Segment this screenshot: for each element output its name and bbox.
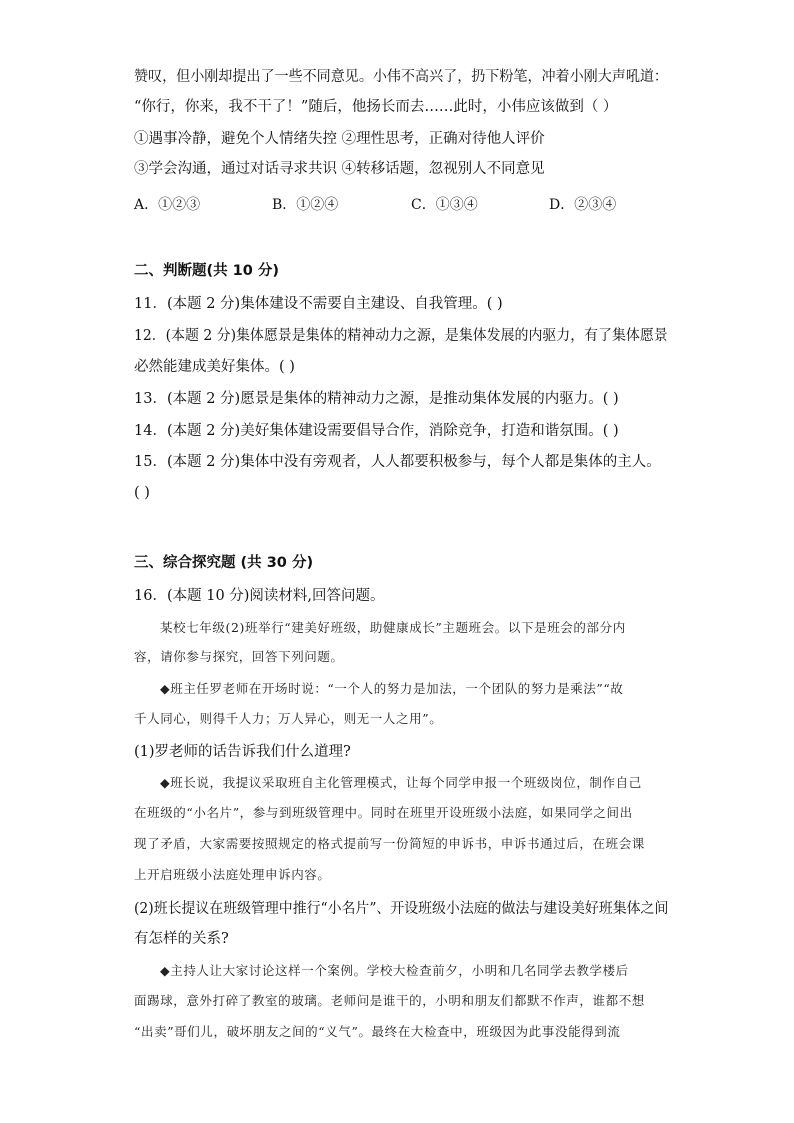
sub-question-2-line-1: (2)班长提议在班级管理中推行“小名片”、开设班级小法庭的做法与建设美好班集体之间 bbox=[134, 901, 669, 917]
question-16: 16．(本题 10 分)阅读材料,回答问题。 bbox=[134, 588, 385, 604]
q10-options-row-1: ①遇事冷静，避免个人情绪失控 ②理性思考，正确对待他人评价 bbox=[134, 131, 545, 147]
sub-question-1: (1)罗老师的话告诉我们什么道理? bbox=[134, 744, 351, 760]
sub-question-2-line-2: 有怎样的关系? bbox=[134, 931, 229, 947]
q10-line-1: 赞叹，但小刚却提出了一些不同意见。小伟不高兴了，扔下粉笔，冲着小刚大声吼道： bbox=[134, 69, 668, 85]
material-3-line-2: 在班级的“小名片”，参与到班级管理中。同时在班里开设班级小法庭，如果同学之间出 bbox=[134, 805, 633, 820]
choice-b: B．①②④ bbox=[272, 197, 339, 213]
question-13: 13．(本题 2 分)愿景是集体的精神动力之源，是推动集体发展的内驱力。( ) bbox=[134, 391, 619, 407]
question-12-line-2: 必然能建成美好集体。( ) bbox=[134, 359, 295, 375]
question-15-line-2: ( ) bbox=[134, 485, 150, 501]
material-3-line-3: 现了矛盾，大家需要按照规定的格式提前写一份简短的申诉书，申诉书通过后，在班会课 bbox=[134, 836, 645, 851]
material-3-line-1: ◆班长说，我提议采取班自主化管理模式，让每个同学申报一个班级岗位，制作自己 bbox=[160, 775, 642, 790]
choice-c: C．①③④ bbox=[411, 197, 478, 213]
material-1-line-1: 某校七年级(2)班举行“建美好班级，助健康成长”主题班会。以下是班会的部分内 bbox=[160, 620, 626, 635]
section-2-heading: 二、判断题(共 10 分) bbox=[134, 263, 280, 279]
material-2-line-1: ◆班主任罗老师在开场时说：“一个人的努力是加法，一个团队的努力是乘法”“故 bbox=[160, 681, 624, 696]
material-4-line-3: “出卖”哥们儿，破坏朋友之间的“义气”。最终在大检查中，班级因为此事没能得到流 bbox=[134, 1024, 621, 1039]
section-3-heading: 三、综合探究题 (共 30 分) bbox=[134, 555, 314, 571]
question-15-line-1: 15．(本题 2 分)集体中没有旁观者，人人都要积极参与，每个人都是集体的主人。 bbox=[134, 454, 661, 470]
q10-options-row-2: ③学会沟通，通过对话寻求共识 ④转移话题，忽视别人不同意见 bbox=[134, 161, 545, 177]
question-14: 14．(本题 2 分)美好集体建设需要倡导合作，消除竞争，打造和谐氛围。( ) bbox=[134, 423, 619, 439]
q10-line-2: “你行，你来，我不干了！”随后，他扬长而去……此时，小伟应该做到（ ） bbox=[134, 99, 618, 115]
question-12-line-1: 12．(本题 2 分)集体愿景是集体的精神动力之源，是集体发展的内驱力，有了集体愿景 bbox=[134, 328, 668, 344]
question-11: 11．(本题 2 分)集体建设不需要自主建设、自我管理。( ) bbox=[134, 296, 503, 312]
material-4-line-1: ◆主持人让大家讨论这样一个案例。学校大检查前夕，小明和几名同学去教学楼后 bbox=[160, 963, 629, 978]
material-1-line-2: 容，请你参与探究，回答下列问题。 bbox=[134, 649, 344, 664]
material-3-line-4: 上开启班级小法庭处理申诉内容。 bbox=[134, 867, 331, 882]
material-2-line-2: 千人同心，则得千人力；万人异心，则无一人之用”。 bbox=[134, 711, 443, 726]
material-4-line-2: 面踢球，意外打碎了教室的玻璃。老师问是谁干的，小明和朋友们都默不作声，谁都不想 bbox=[134, 993, 645, 1008]
choice-d: D．②③④ bbox=[549, 197, 617, 213]
choice-a: A．①②③ bbox=[134, 197, 201, 213]
